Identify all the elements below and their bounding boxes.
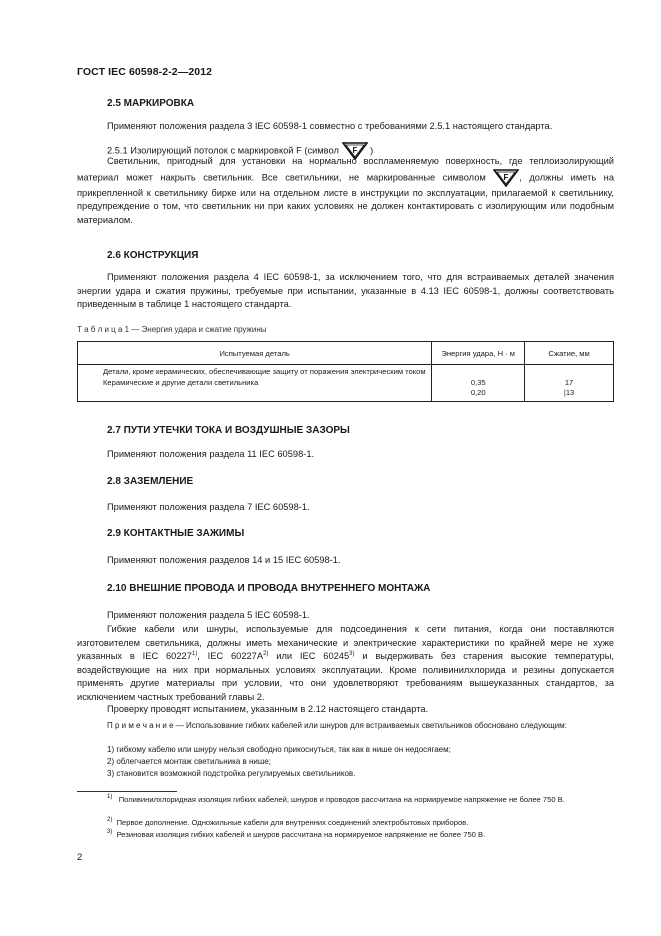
section-2-8-paragraph: Применяют положения раздела 7 IEC 60598-1. (107, 502, 310, 512)
page-number: 2 (77, 852, 83, 863)
note-intro: П р и м е ч а н и е — Использование гибких кабелей или шнуров для встраиваемых светильников обосновано следующим: (107, 721, 567, 730)
cable-text-b: , IEC 60227A (197, 651, 264, 662)
section-2-5-heading: 2.5 МАРКИРОВКА (107, 98, 195, 109)
footnote-3-mark: 3) (107, 829, 113, 835)
warning-text-b: , должны иметь на прикрепленной к светильнику бирке или на отдельном листе в инструкции по эксплуатации, прилагаемой к светильнику, предупреждение о том, что светильник ни при каких условиях не должен контактировать с изолирующим или подобным материалом. (77, 172, 614, 225)
table-cell-part: Керамические и другие детали светильника (103, 377, 259, 387)
section-2-8-heading: 2.8 ЗАЗЕМЛЕНИЕ (107, 476, 194, 487)
table-row (78, 365, 614, 402)
footnote-3-text: Резиновая изоляция гибких кабелей и шнуров рассчитана на нормируемое напряжение не более 750 В. (116, 830, 486, 839)
col-header-energy: Энергия удара, Н · м (432, 342, 525, 365)
table-1 (77, 341, 614, 402)
cable-text-a: Гибкие кабели или шнуры, используемые для подсоединения к сети питания, когда они поставляются изготовителем светильника, должны иметь механические и электрические характеристики по крайней мере не хуже указанных в IEC 60227 (77, 624, 614, 662)
note-item-2: 2) облегчается монтаж светильника в нише; (107, 757, 271, 766)
cable-text-d: и выдерживать без старения высокие температуры, воздействующие на них при нормальных условиях эксплуатации. Кроме поливинилхлорида и резины допускается применять другие материалы при условии, что они удовлетворяют требованиям вышеуказанных стандартов, за исключением частных требований главы 2. (77, 651, 614, 702)
note-item-1: 1) гибкому кабелю или шнуру нельзя свободно прикоснуться, так как в нише он недосягаем; (107, 745, 451, 754)
section-2-10-heading: 2.10 ВНЕШНИЕ ПРОВОДА И ПРОВОДА ВНУТРЕННЕГО МОНТАЖА (107, 583, 431, 594)
footnote-2-text: Первое дополнение. Одножильные кабели для внутренних соединений электробытовых приборов. (116, 818, 469, 827)
footnote-ref-2[interactable]: 2) (263, 651, 269, 658)
footnote-2-mark: 2) (107, 817, 113, 823)
footnote-1-text: Поливинилхлоридная изоляция гибких кабелей, шнуров и проводов рассчитана на нормируемое напряжение не более 750 В. (118, 795, 565, 804)
flammable-surface-symbol-icon (493, 169, 519, 187)
footnote-ref-1[interactable]: 1) (191, 651, 198, 658)
section-2-10-paragraph-3: Проверку проводят испытанием, указанным в 2.12 настоящего стандарта. (107, 704, 429, 714)
table-cell-energy: 0,20 (470, 388, 486, 397)
item-2-5-1-close: ) (370, 145, 374, 156)
col-header-part: Испытуемая деталь (78, 342, 432, 365)
footnote-1-mark: 1) (107, 794, 113, 800)
symbol-letter: F (503, 172, 509, 182)
section-2-10-paragraph-2 (77, 623, 614, 705)
document-header: ГОСТ IEC 60598-2-2—2012 (77, 66, 213, 78)
table-cell-compression: 17 (564, 377, 574, 387)
section-2-5-paragraph: Применяют положения раздела 3 IEC 60598-1 совместно с требованиями 2.5.1 настоящего стандарта. (107, 121, 553, 131)
footnote-ref-3[interactable]: 3) (349, 651, 355, 658)
table-cell-energy: 0,35 (470, 377, 486, 387)
section-2-9-paragraph: Применяют положения разделов 14 и 15 IEC 60598-1. (107, 555, 341, 565)
footnote-3 (107, 829, 614, 840)
table-cell-part: Детали, кроме керамических, обеспечивающие защиту от поражения электрическим током (103, 367, 426, 376)
footnote-divider (77, 791, 177, 792)
section-2-10-paragraph-1: Применяют положения раздела 5 IEC 60598-1. (107, 610, 310, 620)
symbol-letter: F (352, 146, 357, 155)
section-2-5-warning-paragraph (77, 155, 614, 227)
note-item-3: 3) становится возможной подстройка регулируемых светильников. (107, 769, 356, 778)
section-2-6-paragraph: Применяют положения раздела 4 IEC 60598-1, за исключением того, что для встраиваемых деталей значения энергии удара и сжатия пружины, требуемые при испытании, указанные в 4.13 IEC 60598-1, должны соответствовать приведенным в таблице 1 настоящего стандарта. (77, 272, 614, 310)
table-cell-compression: |13 (563, 388, 575, 397)
section-2-7-heading: 2.7 ПУТИ УТЕЧКИ ТОКА И ВОЗДУШНЫЕ ЗАЗОРЫ (107, 425, 350, 436)
col-header-compression: Сжатие, мм (525, 342, 614, 365)
table-header-row (78, 342, 614, 365)
footnote-2 (107, 817, 614, 828)
footnote-1 (77, 794, 614, 805)
section-2-7-paragraph: Применяют положения раздела 11 IEC 60598-1. (107, 449, 315, 459)
warning-text-a: Светильник, пригодный для установки на нормально воспламеняемую поверхность, где теплоизолирующий материал может накрыть светильник. Все светильники, не маркированные символом (77, 156, 614, 183)
section-2-9-heading: 2.9 КОНТАКТНЫЕ ЗАЖИМЫ (107, 528, 245, 539)
item-2-5-1-text: 2.5.1 Изолирующий потолок с маркировкой F (символ (107, 145, 339, 156)
cable-text-c: или IEC 60245 (268, 651, 350, 662)
table-1-caption: Т а б л и ц а 1 — Энергия удара и сжатие пружины (77, 325, 267, 334)
section-2-6-heading: 2.6 КОНСТРУКЦИЯ (107, 250, 199, 261)
